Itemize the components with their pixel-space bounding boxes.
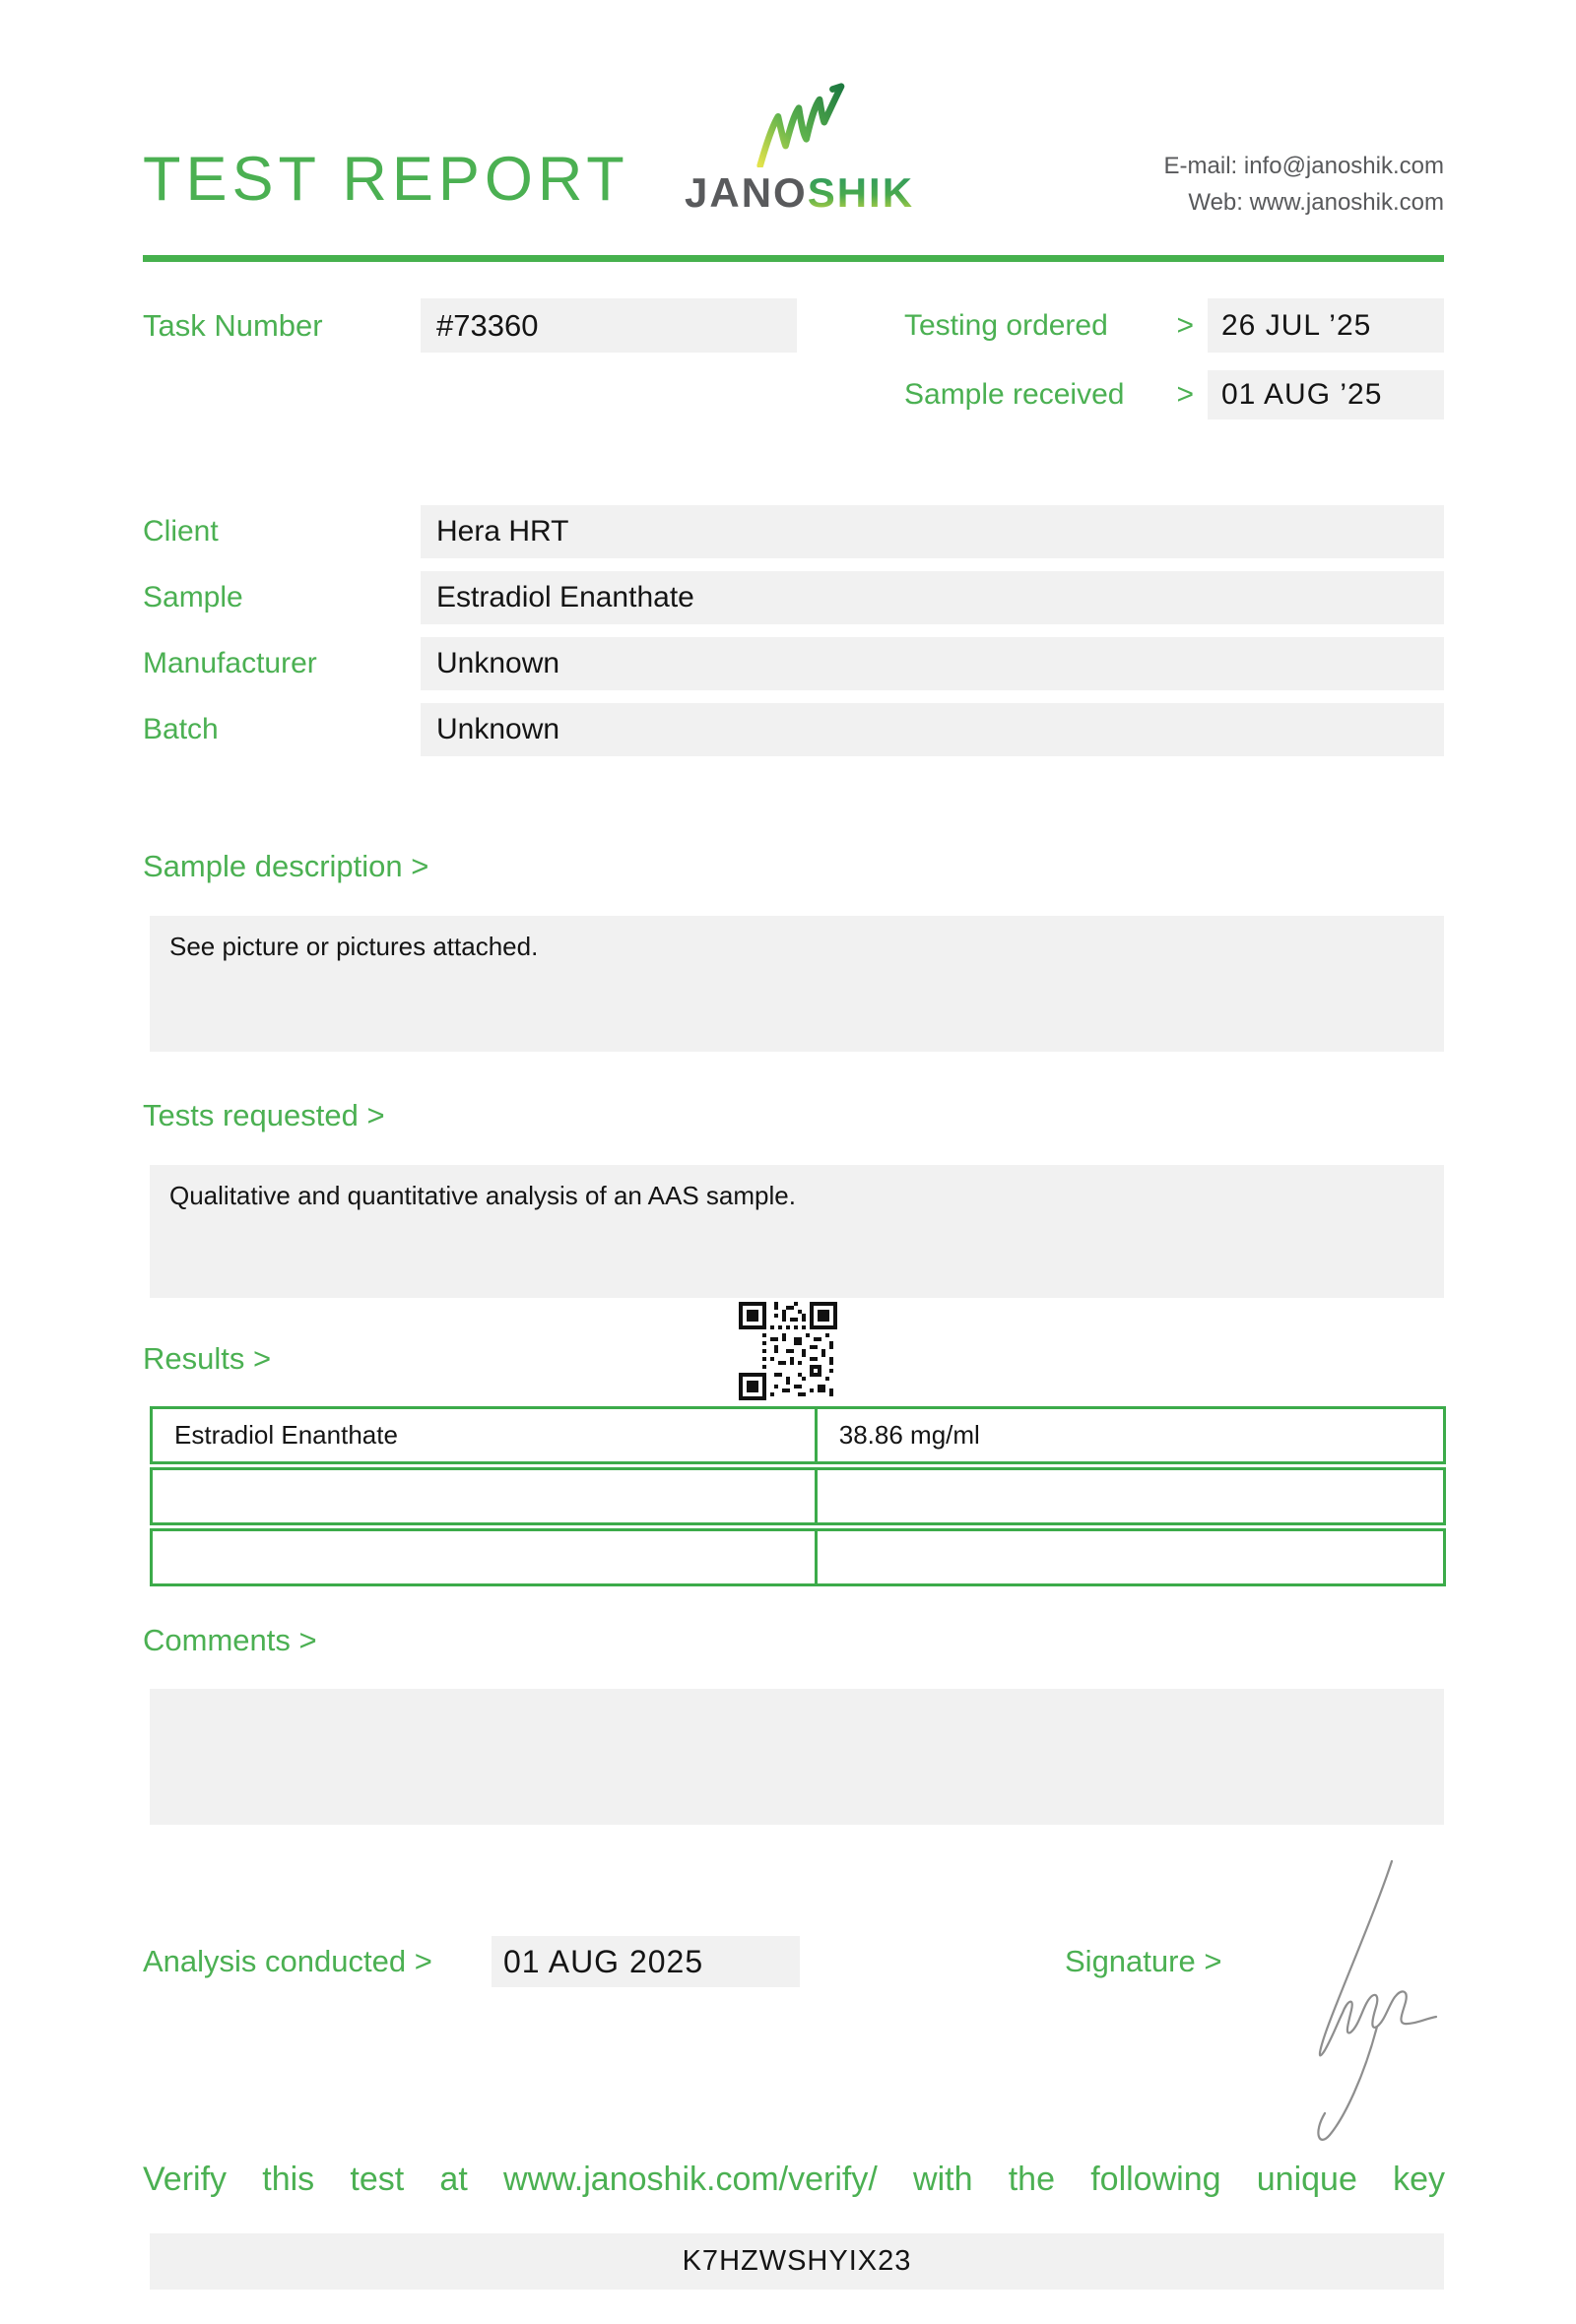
analysis-conducted-label: Analysis conducted > [143, 1944, 432, 1978]
header-divider [143, 255, 1444, 262]
sample-description-box: See picture or pictures attached. [150, 916, 1444, 1052]
janoshik-logo [685, 81, 915, 217]
testing-ordered-value: 26 JUL ’25 [1208, 298, 1444, 353]
sample-received-text: Sample received [904, 378, 1125, 411]
verify-instruction: Verify this test at www.janoshik.com/verify/ with the following unique key [143, 2161, 1445, 2198]
analysis-date-value: 01 AUG 2025 [492, 1936, 800, 1987]
sample-received-value: 01 AUG ’25 [1208, 370, 1444, 420]
tests-requested-heading: Tests requested > [143, 1098, 385, 1132]
results-row-2-value [818, 1470, 1443, 1522]
results-row-2-analyte [153, 1470, 818, 1522]
testing-ordered-label [904, 298, 1194, 353]
comments-heading: Comments > [143, 1623, 317, 1657]
results-row-1 [150, 1406, 1446, 1464]
results-row-3-value [818, 1531, 1443, 1583]
results-row-1-analyte: Estradiol Enanthate [153, 1409, 818, 1461]
results-row-3 [150, 1528, 1446, 1586]
results-row-3-analyte [153, 1531, 818, 1583]
client-value: Hera HRT [421, 505, 1444, 558]
sample-received-arrow: > [1176, 378, 1194, 411]
results-row-2 [150, 1467, 1446, 1525]
results-table [150, 1406, 1446, 1586]
sample-received-label [904, 370, 1194, 420]
contact-block [1044, 148, 1444, 221]
batch-label: Batch [143, 713, 219, 745]
logo-wordmark [685, 169, 915, 217]
logo-wordmark-jano: JANO [685, 169, 808, 216]
tests-requested-box: Qualitative and quantitative analysis of an AAS sample. [150, 1165, 1444, 1298]
signature-scribble [1276, 1849, 1453, 2145]
contact-web: Web: www.janoshik.com [1188, 189, 1444, 216]
manufacturer-label: Manufacturer [143, 647, 317, 679]
comments-box [150, 1689, 1444, 1825]
results-heading: Results > [143, 1341, 272, 1376]
task-number-label: Task Number [143, 308, 323, 343]
qr-code [739, 1302, 837, 1400]
logo-wordmark-shik: SHIK [807, 169, 915, 216]
sample-description-heading: Sample description > [143, 849, 429, 883]
sample-label: Sample [143, 581, 243, 613]
contact-email: E-mail: info@janoshik.com [1163, 153, 1444, 179]
growth-chart-icon [751, 81, 845, 167]
verify-key: K7HZWSHYIX23 [150, 2233, 1444, 2290]
task-number-value: #73360 [421, 298, 797, 353]
batch-value: Unknown [421, 703, 1444, 756]
page-title: TEST REPORT [143, 145, 629, 214]
sample-value: Estradiol Enanthate [421, 571, 1444, 624]
testing-ordered-arrow: > [1176, 309, 1194, 342]
client-label: Client [143, 515, 219, 548]
manufacturer-value: Unknown [421, 637, 1444, 690]
results-row-1-value: 38.86 mg/ml [838, 1420, 980, 1450]
signature-label: Signature > [1065, 1944, 1222, 1978]
testing-ordered-text: Testing ordered [904, 309, 1108, 342]
